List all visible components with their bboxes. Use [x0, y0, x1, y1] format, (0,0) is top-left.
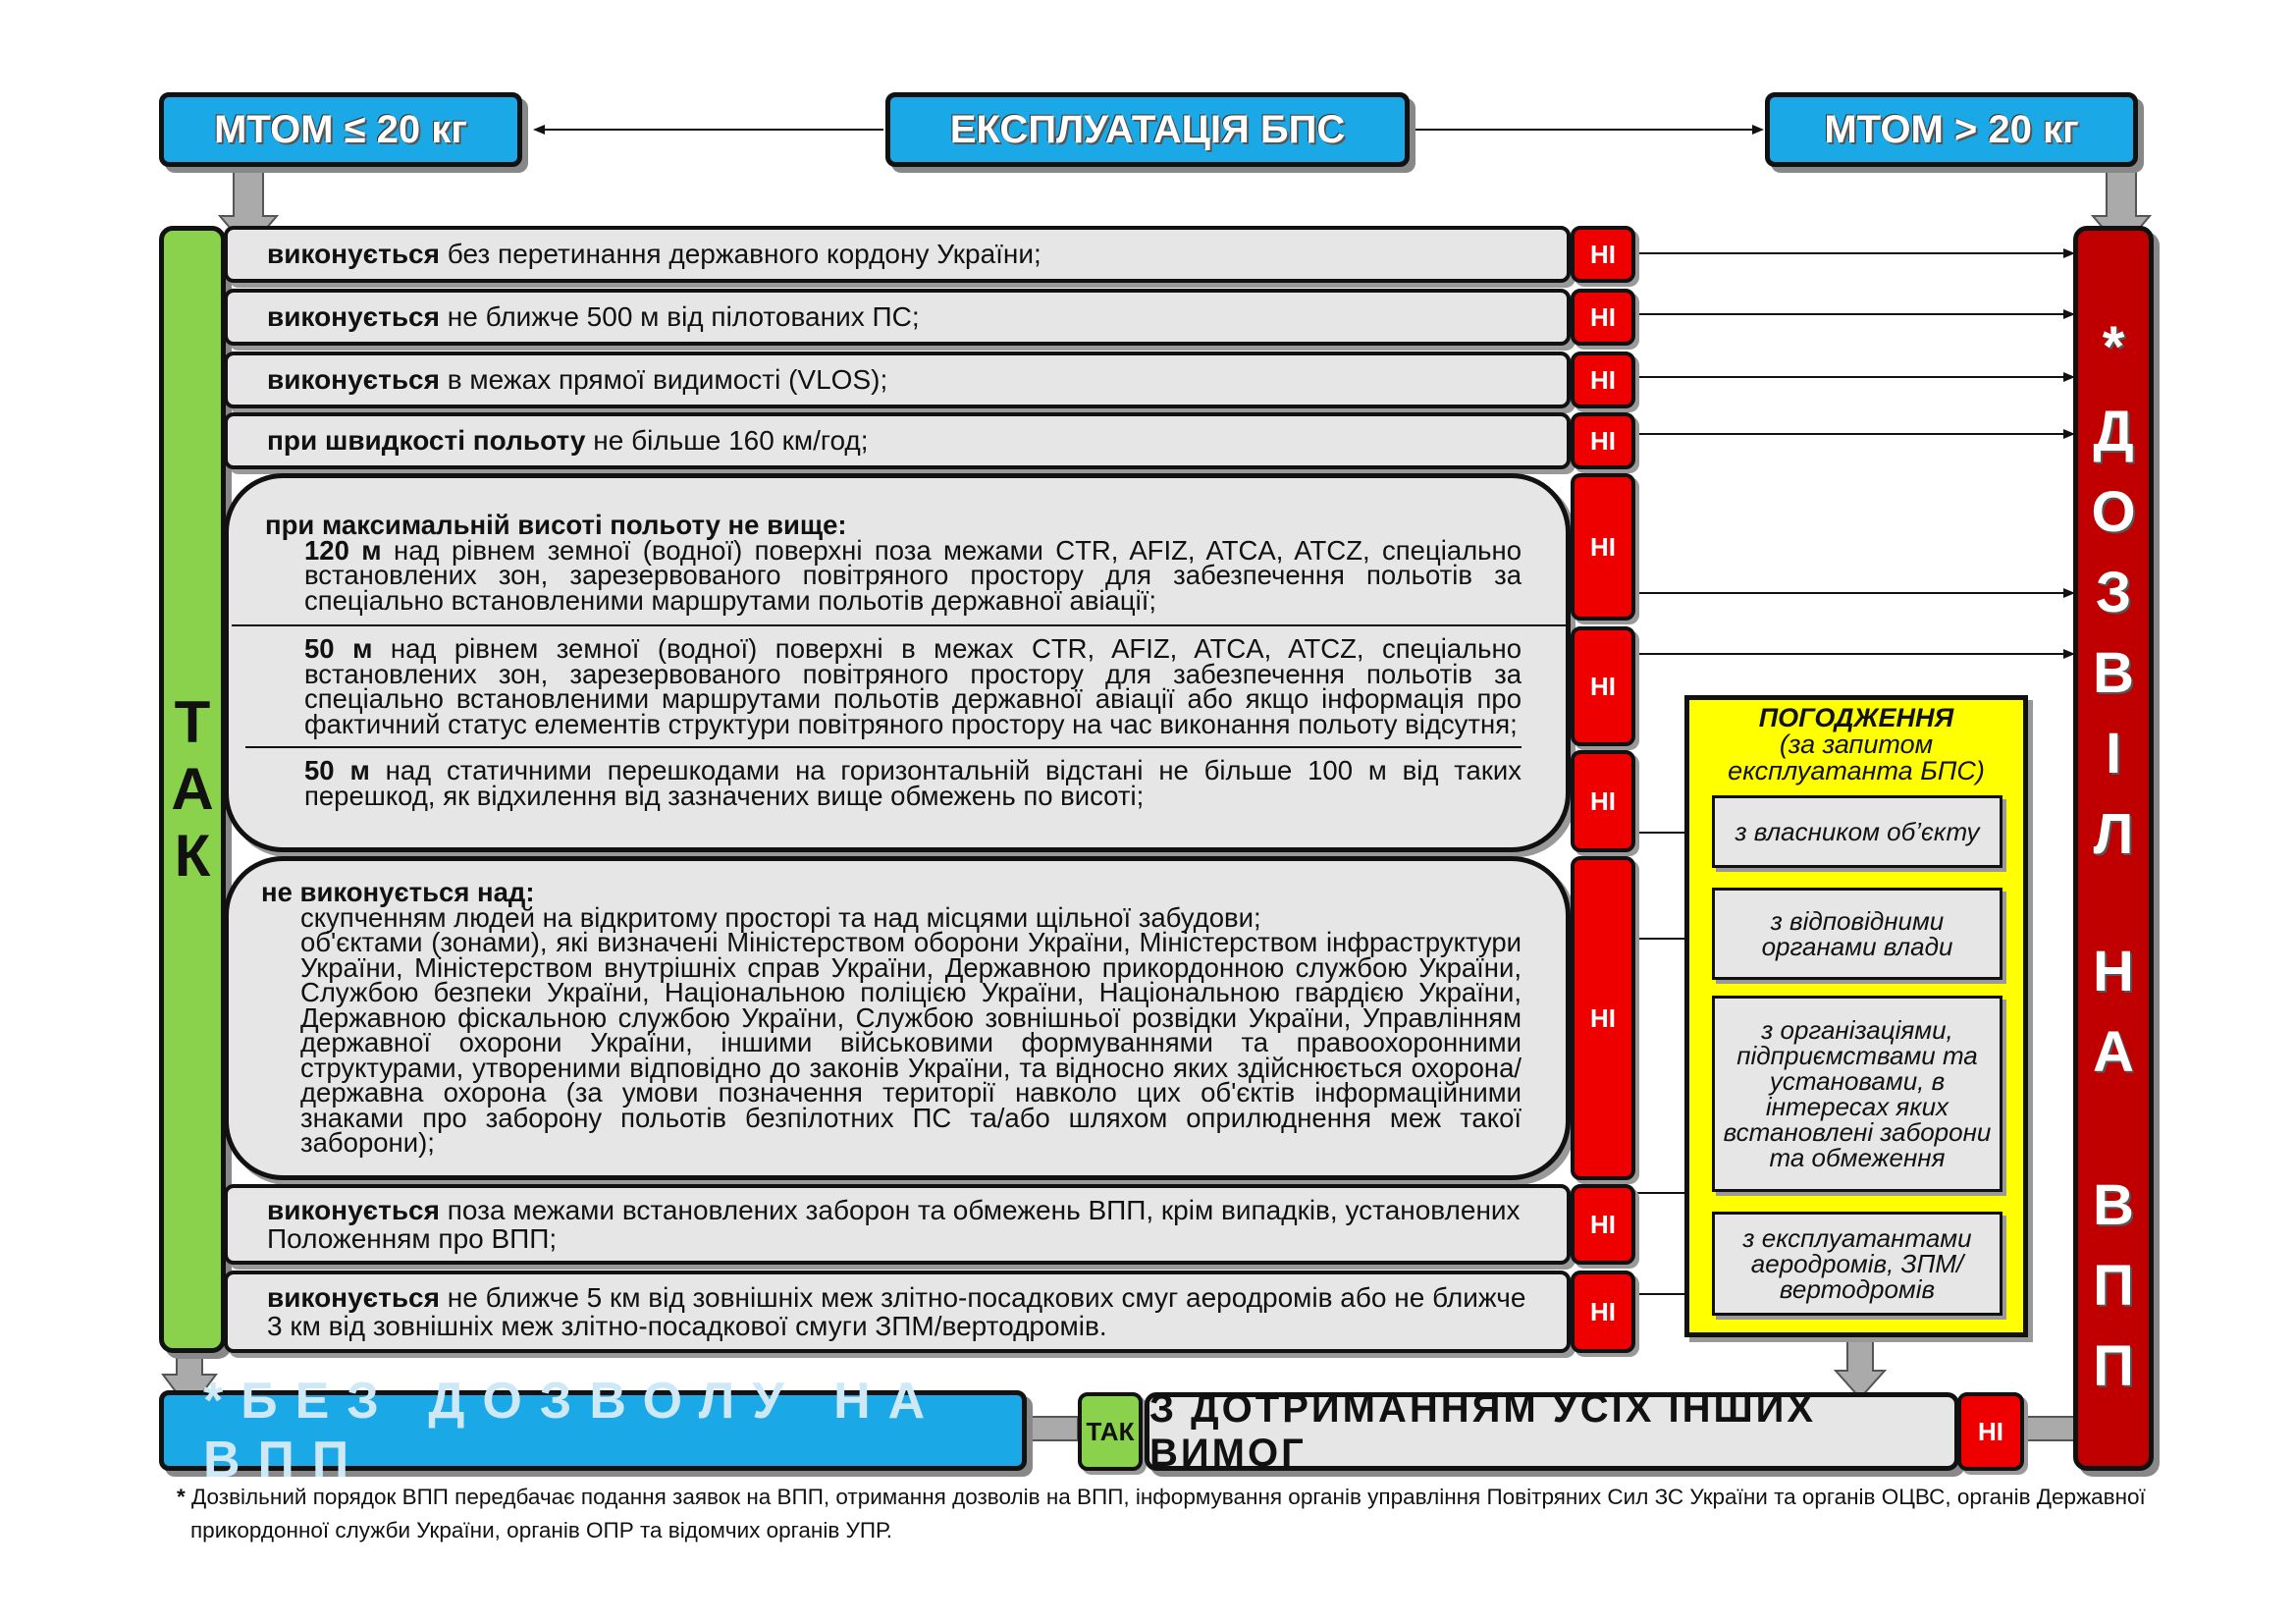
condition-row-5: виконується поза межами встановлених заборон та обмежень ВПП, крім випадків, установлених Положенням про ВПП; — [267, 1194, 1521, 1254]
divider — [245, 746, 1522, 748]
not-over-crowds: скупченням людей на відкритому просторі та над місцями щільної забудови; — [300, 901, 1261, 933]
exploitation-title-box — [885, 92, 1410, 167]
height-limit-50-obstacles: 50 м над статичними перешкодами на горизонтальній відстані не більше 100 м від таких перешкод, як відхилення від зазначених вище обмежень по висоті; — [304, 755, 1522, 811]
divider — [232, 624, 1567, 626]
ni-box: НІ — [1571, 750, 1635, 852]
approval-header — [1684, 705, 2028, 784]
tak-letter: К — [174, 823, 211, 889]
ni-box: НІ — [1571, 289, 1635, 346]
permit-letter: І — [2105, 722, 2122, 785]
approval-authorities: з відповідними органами влади — [1712, 888, 2002, 980]
ni-box: НІ — [1571, 1271, 1635, 1353]
mtom-gt-20-label: MTOM > 20 кг — [1824, 107, 2079, 151]
height-limits-text — [265, 510, 1522, 616]
approval-subtitle: (за запитом експлуатанта БПС) — [1728, 730, 1985, 785]
height-title: при максимальній висоті польоту не вище: — [265, 510, 847, 540]
no-permit-box — [159, 1373, 1027, 1488]
permit-letter: П — [2093, 1334, 2134, 1398]
permit-letter: Н — [2093, 940, 2134, 1003]
condition-row-vlos — [224, 352, 1571, 408]
condition-row-2: виконується не ближче 500 м від пілотованих ПС; — [267, 301, 920, 333]
permit-letter: Л — [2093, 802, 2134, 866]
ni-box: НІ — [1957, 1392, 2024, 1471]
compliance-box — [1145, 1387, 1959, 1475]
condition-row-aerodrome — [224, 1271, 1571, 1353]
tak-letter: А — [171, 756, 214, 822]
approval-organizations: з організаціями, підприємствами та установами, в інтересах яких встановлені заборони та обмеження — [1712, 996, 2002, 1192]
height-limit-50-ctr: 50 м над рівнем земної (водної) поверхні в межах CTR, AFIZ, ATCA, ATCZ, спеціально встановлених зон, зарезервованого повітряного простору для забезпечення польотів за спеціально встановленими маршрутами польотів державної авіації або якщо інформація про фактичний статус елементів структури повітряного простору на час виконання польоту відсутня; — [304, 633, 1522, 739]
exploitation-title: ЕКСПЛУАТАЦІЯ БПС — [949, 107, 1346, 151]
footnote — [177, 1481, 2179, 1547]
condition-row-3: виконується в межах прямої видимості (VLOS); — [267, 364, 888, 396]
no-permit-label: *БЕЗ ДОЗВОЛУ НА ВПП — [203, 1373, 943, 1488]
mtom-gt-20-box — [1765, 92, 2138, 167]
mtom-le-20-label: MTOM ≤ 20 кг — [214, 107, 467, 151]
condition-row-4: при швидкості польоту не більше 160 км/год; — [267, 425, 869, 457]
ni-box: НІ — [1571, 856, 1635, 1180]
ni-box: НІ — [1571, 412, 1635, 469]
condition-row-vpp — [224, 1184, 1571, 1265]
footnote-line-2: прикордонної служби України, органів ОПР та відомчих органів УПР. — [190, 1518, 893, 1542]
footnote-line-1: * Дозвільний порядок ВПП передбачає подання заявок на ВПП, отримання дозволів на ВПП, інформування органів управління Повітряних Сил ЗС України та органів ОЦВС, органів Державної — [177, 1485, 2146, 1509]
permit-letter: О — [2091, 480, 2136, 544]
permit-letter: П — [2093, 1254, 2134, 1318]
condition-row-6: виконується не ближче 5 км від зовнішніх меж злітно-посадкових смуг аеродромів або не ближче 3 км від зовнішніх меж злітно-посадкової смуги ЗПМ/вертодромів. — [267, 1281, 1526, 1341]
permit-star: * — [2102, 315, 2125, 379]
mtom-le-20-box — [159, 92, 522, 167]
tak-column — [159, 226, 226, 1353]
tak-letter: Т — [174, 689, 211, 755]
permit-letter: А — [2093, 1020, 2134, 1084]
approval-aerodrome-operators: з експлуатантами аеродромів, ЗПМ/вертодромів — [1712, 1212, 2002, 1316]
not-over-text — [261, 877, 1522, 1158]
permit-letter: Д — [2093, 400, 2134, 463]
ni-box: НІ — [1571, 1184, 1635, 1265]
permit-column — [2073, 226, 2154, 1471]
ni-box: НІ — [1571, 226, 1635, 283]
condition-row-1: виконується без перетинання державного кордону України; — [267, 239, 1041, 270]
height-limit-120: 120 м над рівнем земної (водної) поверхні поза межами CTR, AFIZ, ATCA, ATCZ, спеціально встановлених зон, зарезервованого повітряного простору для забезпечення польотів за спеціально встановленими маршрутами польотів державної авіації; — [304, 534, 1522, 616]
ni-box: НІ — [1571, 352, 1635, 408]
not-over-objects: об'єктами (зонами), які визначені Міністерством оборони України, Міністерством інфраструктури України, Міністерством внутрішніх справ України, Державною прикордонною службою України, Службою безпеки України, Національною поліцією України, Національною гвардією України, Державною фіскальною службою України, Службою зовнішньої розвідки України, Управлінням державної охорони України, іншими військовими формуваннями та правоохоронними структурами, утвореними відповідно до законів України, та відносно яких здійснюється охорона/державна охорона (за умови позначення території навколо цих об'єктів інформаційними знаками про заборону польотів безпілотних ПС та/або шляхом оприлюднення меж такої заборони); — [300, 927, 1522, 1158]
condition-row-pilot — [224, 289, 1571, 346]
permit-letter: В — [2093, 641, 2134, 705]
tak-small-box: ТАК — [1078, 1392, 1143, 1471]
not-over-title: не виконується над: — [261, 877, 535, 907]
approval-owner: з власником об’єкту — [1712, 795, 2002, 868]
approval-title: ПОГОДЖЕННЯ — [1758, 703, 1954, 732]
ni-box: НІ — [1571, 626, 1635, 746]
condition-row-border — [224, 226, 1571, 283]
condition-row-speed — [224, 412, 1571, 469]
permit-letter: В — [2093, 1173, 2134, 1237]
permit-letter: З — [2095, 561, 2132, 624]
ni-box: НІ — [1571, 473, 1635, 621]
compliance-label: З ДОТРИМАННЯМ УСІХ ІНШИХ ВИМОГ — [1149, 1387, 1817, 1475]
